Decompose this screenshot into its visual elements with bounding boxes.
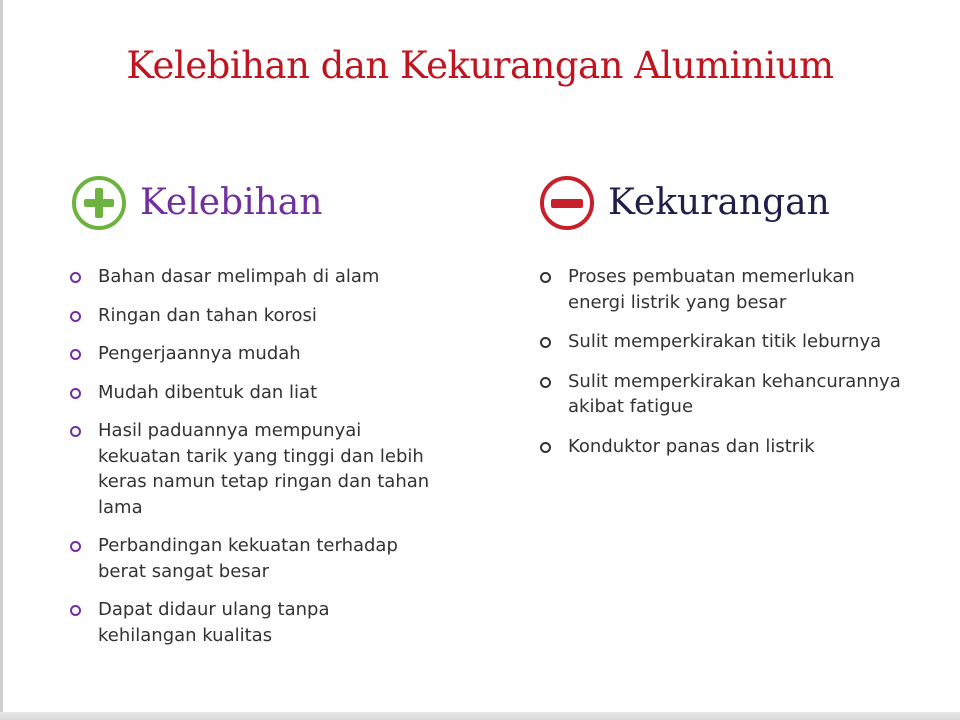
- slide-title: Kelebihan dan Kekurangan Aluminium: [126, 44, 834, 87]
- list-item: [70, 418, 430, 520]
- list-item: [70, 264, 430, 290]
- bullet-icon: [540, 272, 551, 283]
- cons-heading: Kekurangan: [608, 182, 830, 223]
- pros-list: [70, 264, 430, 661]
- bullet-icon: [70, 541, 81, 552]
- pros-heading: Kelebihan: [140, 182, 323, 223]
- slide-bottom-border: [0, 712, 960, 720]
- list-item: [70, 380, 430, 406]
- pros-header: [72, 176, 322, 230]
- minus-circle-icon: [540, 176, 594, 230]
- list-item: [540, 434, 910, 460]
- bullet-icon: [70, 605, 81, 616]
- list-item-text: Perbandingan kekuatan terhadap berat sangat besar: [98, 535, 398, 582]
- cons-list: [540, 264, 910, 473]
- list-item-text: Konduktor panas dan listrik: [568, 435, 815, 457]
- bullet-icon: [540, 442, 551, 453]
- bullet-icon: [70, 349, 81, 360]
- list-item: [540, 329, 910, 355]
- list-item-text: Bahan dasar melimpah di alam: [98, 266, 380, 287]
- bullet-icon: [540, 377, 551, 388]
- bullet-icon: [70, 272, 81, 283]
- list-item: [540, 264, 910, 315]
- list-item-text: Ringan dan tahan korosi: [98, 304, 317, 326]
- list-item-text: Pengerjaannya mudah: [98, 343, 301, 364]
- list-item-text: Sulit memperkirakan titik leburnya: [568, 331, 882, 352]
- bullet-icon: [70, 426, 81, 437]
- bullet-icon: [70, 388, 81, 399]
- list-item-text: Hasil paduannya mempunyai kekuatan tarik yang tinggi dan lebih keras namun tetap ringan dan tahan lama: [98, 420, 430, 518]
- list-item-text: Mudah dibentuk dan liat: [98, 381, 318, 403]
- list-item: [70, 303, 430, 329]
- plus-circle-icon: [72, 176, 126, 230]
- list-item: [70, 597, 430, 648]
- list-item-text: Sulit memperkirakan kehancurannya akibat fatigue: [568, 370, 901, 417]
- list-item-text: Proses pembuatan memerlukan energi listrik yang besar: [568, 266, 855, 313]
- list-item: [70, 341, 430, 367]
- list-item-text: Dapat didaur ulang tanpa kehilangan kualitas: [98, 599, 330, 646]
- cons-header: [540, 176, 830, 230]
- bullet-icon: [540, 337, 551, 348]
- bullet-icon: [70, 311, 81, 322]
- slide-left-border: [0, 0, 3, 720]
- list-item: [70, 533, 430, 584]
- list-item: [540, 369, 910, 420]
